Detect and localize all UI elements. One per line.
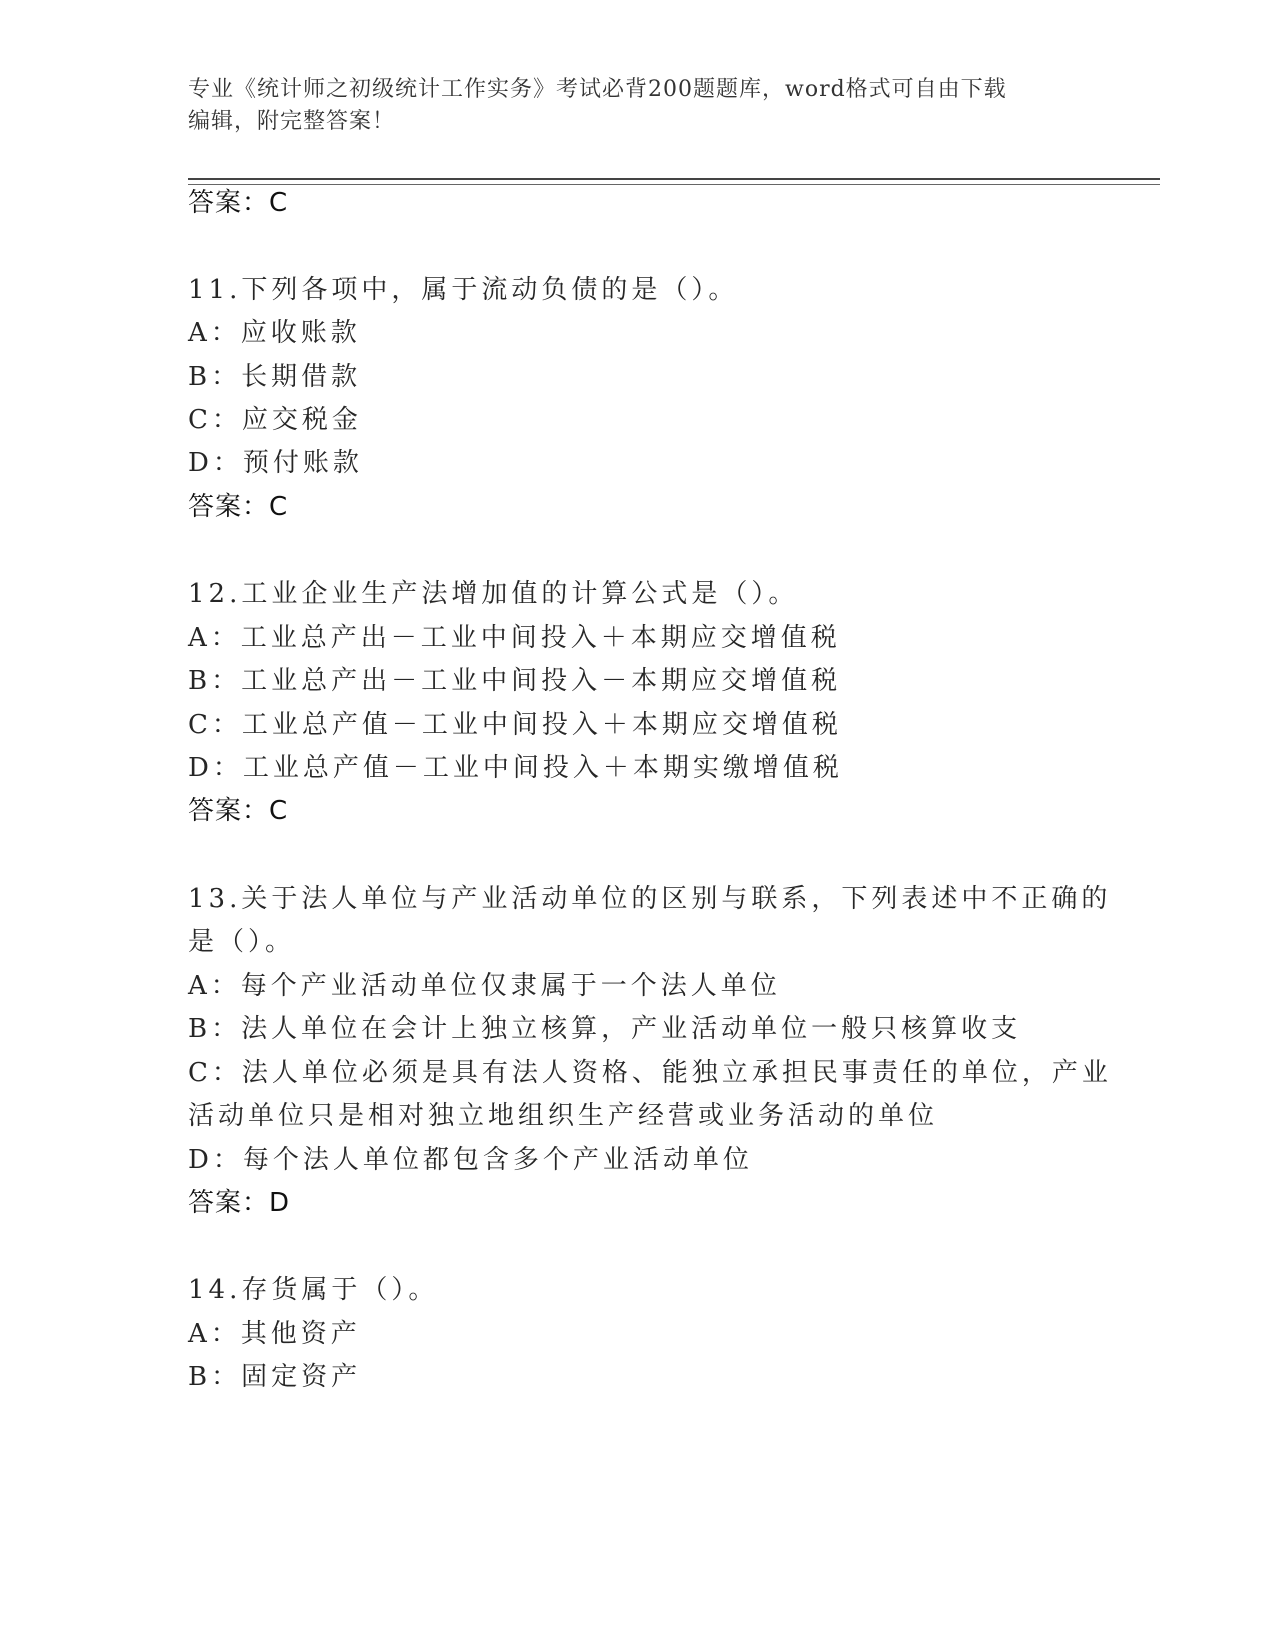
question-12-option-b: B：工业总产出－工业中间投入－本期应交增值税	[188, 666, 842, 696]
answer-prev: 答案：C	[188, 188, 289, 218]
question-11-option-a: A：应收账款	[188, 318, 361, 348]
question-13-option-b: B：法人单位在会计上独立核算，产业活动单位一般只核算收支	[188, 1014, 1022, 1044]
header-line-2: 编辑，附完整答案！	[188, 109, 396, 134]
question-11-answer: 答案：C	[188, 492, 289, 522]
question-13-stem-line-1: 13.关于法人单位与产业活动单位的区别与联系，下列表述中不正确的	[188, 884, 1112, 914]
question-11-option-d: D：预付账款	[188, 448, 363, 478]
question-12-answer: 答案：C	[188, 796, 289, 826]
question-13-option-d: D：每个法人单位都包含多个产业活动单位	[188, 1145, 753, 1175]
header-divider-thin	[188, 184, 1160, 185]
question-12-option-d: D：工业总产值－工业中间投入＋本期实缴增值税	[188, 753, 843, 783]
document-header	[188, 74, 1088, 138]
question-11-stem: 11.下列各项中，属于流动负债的是（）。	[188, 275, 739, 305]
question-12-option-a: A：工业总产出－工业中间投入＋本期应交增值税	[188, 623, 841, 653]
header-line-1: 专业《统计师之初级统计工作实务》考试必背200题题库，word格式可自由下载	[188, 77, 1007, 102]
question-14-option-b: B：固定资产	[188, 1362, 362, 1392]
question-11-option-c: C：应交税金	[188, 405, 362, 435]
question-14-option-a: A：其他资产	[188, 1319, 361, 1349]
question-14-stem: 14.存货属于（）。	[188, 1275, 439, 1305]
question-12-stem: 12.工业企业生产法增加值的计算公式是（）。	[188, 579, 799, 609]
question-11-option-b: B：长期借款	[188, 362, 362, 392]
question-13-answer: 答案：D	[188, 1188, 291, 1218]
header-divider-thick	[188, 178, 1160, 180]
question-13-option-a: A：每个产业活动单位仅隶属于一个法人单位	[188, 971, 781, 1001]
question-13-option-c-line-2: 活动单位只是相对独立地组织生产经营或业务活动的单位	[188, 1101, 939, 1131]
question-12-option-c: C：工业总产值－工业中间投入＋本期应交增值税	[188, 710, 842, 740]
question-13-option-c-line-1: C：法人单位必须是具有法人资格、能独立承担民事责任的单位，产业	[188, 1058, 1112, 1088]
question-13-stem-line-2: 是（）。	[188, 927, 296, 957]
